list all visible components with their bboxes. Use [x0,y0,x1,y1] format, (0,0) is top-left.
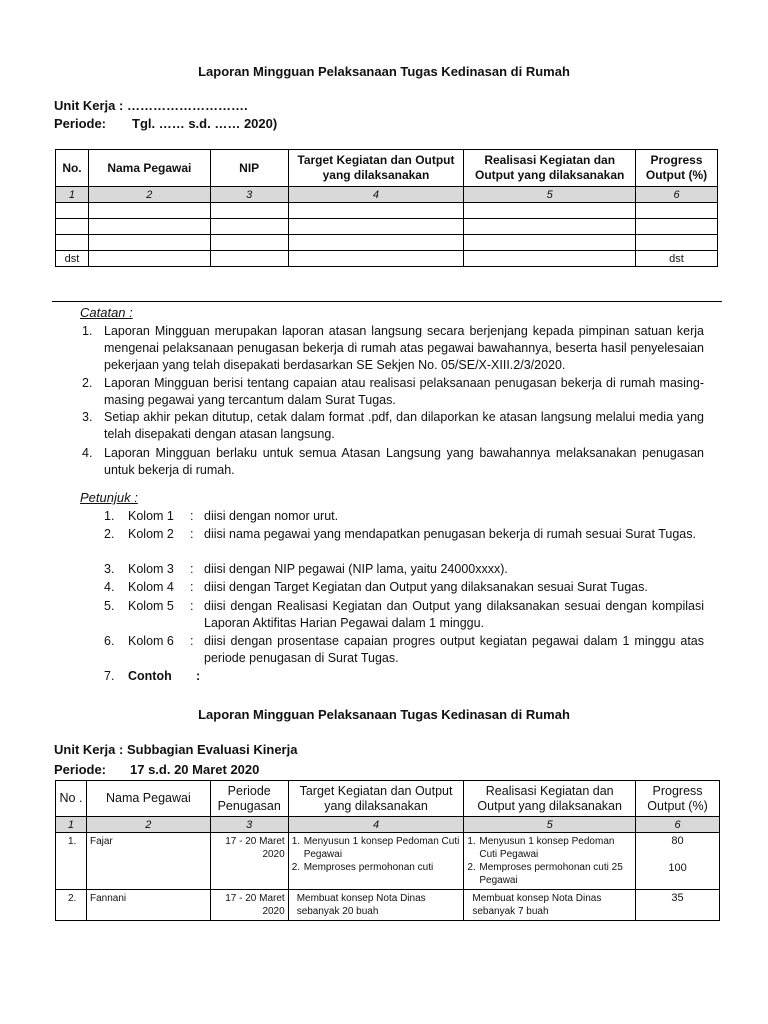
col-header: Periode Penugasan [210,781,288,817]
col-number: 3 [210,817,288,833]
catatan-item: 4. Laporan Mingguan berlaku untuk semua Atasan Langsung yang bawahannya melaksanakan penugasan untuk bekerja di rumah. [82,446,704,477]
row-progress: 80 100 [636,833,720,890]
col-header: NIP [210,150,288,187]
row-realisasi: 1. Menyusun 1 konsep Pedoman Cuti Pegawai 2. Memproses permohonan cuti 25 Pegawai [464,833,636,890]
col-header: Realisasi Kegiatan dan Output yang dilaksanakan [464,781,636,817]
col-number: 1 [56,817,87,833]
example-unit-kerja: Unit Kerja : Subbagian Evaluasi Kinerja [54,742,298,757]
row-no: 1. [56,833,87,890]
example-periode-value: 17 s.d. 20 Maret 2020 [130,762,260,777]
row-nama: Fannani [86,890,210,921]
unit-kerja: Unit Kerja : ………………………. [54,98,248,113]
catatan-item: 1. Laporan Mingguan merupakan laporan atasan langsung secara berjenjang kepada pimpinan satuan kerja mengenai pelaksanaan penugasan bekerja di rumah atas pegawai bawahannya, beserta hasil penyelesaian pekerjaan yang telah disepakati berdasarkan SE Sekjen No. 05/SE/X-XIII.2/3/2020. [82,324,704,372]
periode-value: Tgl. …… s.d. …… 2020) [132,116,278,131]
table-row [56,219,718,235]
table-row [56,833,720,890]
example-table [55,780,720,921]
dst-cell: dst [636,251,718,267]
row-target: Membuat konsep Nota Dinas sebanyak 20 buah [288,890,464,921]
col-number: 1 [56,187,89,203]
catatan-item: 2. Laporan Mingguan berisi tentang capaian atau realisasi pelaksanaan penugasan bekerja di rumah masing-masing pegawai yang tercantum dalam Surat Tugas. [82,376,704,407]
col-header: Target Kegiatan dan Output yang dilaksanakan [288,781,464,817]
col-number: 6 [636,187,718,203]
row-periode: 17 - 20 Maret 2020 [210,890,288,921]
col-number: 6 [636,817,720,833]
row-target: 1. Menyusun 1 konsep Pedoman Cuti Pegawai 2. Memproses permohonan cuti [288,833,464,890]
col-number: 2 [88,187,210,203]
divider [52,301,722,302]
col-header: Target Kegiatan dan Output yang dilaksanakan [288,150,464,187]
table-header-row [56,781,720,817]
example-title: Laporan Mingguan Pelaksanaan Tugas Kedinasan di Rumah [198,707,570,722]
col-header: Nama Pegawai [86,781,210,817]
table-row [56,251,718,267]
petunjuk-label: Petunjuk : [80,490,138,505]
column-number-row [56,817,720,833]
col-number: 4 [288,817,464,833]
dst-cell: dst [56,251,89,267]
column-number-row [56,187,718,203]
col-header: Realisasi Kegiatan dan Output yang dilaksanakan [464,150,636,187]
col-number: 2 [86,817,210,833]
row-nama: Fajar [86,833,210,890]
col-number: 3 [210,187,288,203]
catatan-item: 3. Setiap akhir pekan ditutup, cetak dalam format .pdf, dan dilaporkan ke atasan langsung melalui media yang telah disepakati dengan atasan langsung. [82,410,704,441]
page-title: Laporan Mingguan Pelaksanaan Tugas Kedinasan di Rumah [198,64,570,79]
row-progress: 35 [636,890,720,921]
table-header-row [56,150,718,187]
col-header: No. [56,150,89,187]
periode-label: Periode: [54,116,107,131]
row-no: 2. [56,890,87,921]
example-periode-label: Periode: [54,762,107,777]
col-header: Nama Pegawai [88,150,210,187]
table-row [56,235,718,251]
col-number: 5 [464,187,636,203]
row-realisasi: Membuat konsep Nota Dinas sebanyak 7 buah [464,890,636,921]
row-periode: 17 - 20 Maret 2020 [210,833,288,890]
col-number: 4 [288,187,464,203]
col-header: No . [56,781,87,817]
col-header: Progress Output (%) [636,781,720,817]
table-row [56,890,720,921]
report-template-table [55,149,718,267]
col-number: 5 [464,817,636,833]
catatan-label: Catatan : [80,305,133,320]
table-row [56,203,718,219]
col-header: Progress Output (%) [636,150,718,187]
